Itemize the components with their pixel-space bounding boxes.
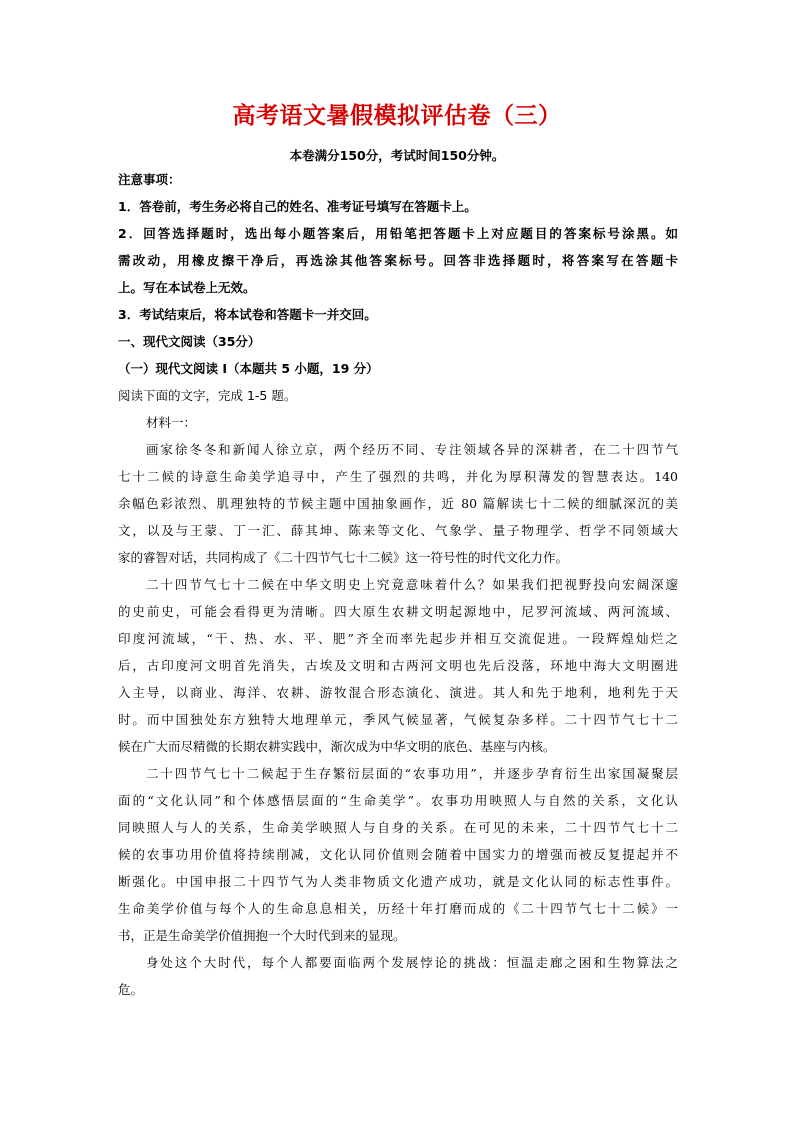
notice-item-3: 3．考试结束后，将本试卷和答题卡一并交回。 [118,307,377,322]
passage-line: 文，以及与王蒙、丁一汇、薛其坤、陈来等文化、气象学、量子物理学、哲学不同领域大 [118,523,678,538]
passage-line: 候在广大而尽精微的长期农耕实践中，渐次成为中华文明的底色、基座与内核。 [118,739,556,754]
passage-line: 生命美学价值与每个人的生命息息相关，历经十年打磨而成的《二十四节气七十二候》一 [118,901,678,916]
passage-line: 画家徐冬冬和新闻人徐立京，两个经历不同、专注领域各异的深耕者，在二十四节气 [146,442,678,457]
passage-line: 身处这个大时代，每个人都要面临两个发展悖论的挑战：恒温走廊之困和生物算法之 [146,955,678,970]
passage-line: 七十二候的诗意生命美学追寻中，产生了强烈的共鸣，并化为厚积薄发的智慧表达。140 [118,469,678,484]
exam-info: 本卷满分150分，考试时间150分钟。 [289,148,505,163]
material-label: 材料一： [146,415,197,430]
section-heading: 一、现代文阅读（35分） [118,334,261,349]
notice-item-2-line-2: 需改动，用橡皮擦干净后，再选涂其他答案标号。回答非选择题时，将答案写在答题卡 [118,253,678,268]
passage-line: 书，正是生命美学价值拥抱一个大时代到来的显现。 [118,928,406,943]
passage-line: 余幅色彩浓烈、肌理独特的节候主题中国抽象画作，近 80 篇解读七十二候的细腻深沉的美 [118,496,678,511]
notice-item-2-line-3: 上。写在本试卷上无效。 [118,280,256,295]
passage-line: 印度河流域，“干、热、水、平、肥”齐全而率先起步并相互交流促进。一段辉煌灿烂之 [118,631,678,646]
passage-line: 后，古印度河文明首先消失，古埃及文明和古两河文明也先后没落，环地中海大文明圈进 [118,658,678,673]
passage-line: 二十四节气七十二候起于生存繁衍层面的“农事功用”，并逐步孕育衍生出家国凝聚层 [146,766,678,781]
notice-heading: 注意事项： [118,172,181,187]
passage-line: 候的农事功用价值将持续削减，文化认同价值则会随着中国实力的增强而被反复提起并不 [118,847,678,862]
passage-line: 二十四节气七十二候在中华文明史上究竟意味着什么？如果我们把视野投向宏阔深邃 [146,577,678,592]
passage-line: 家的睿智对话，共同构成了《二十四节气七十二候》这一符号性的时代文化力作。 [118,550,569,565]
passage-line: 断强化。中国申报二十四节气为人类非物质文化遗产成功，就是文化认同的标志性事件。 [118,874,678,889]
passage-line: 的史前史，可能会看得更为清晰。四大原生农耕文明起源地中，尼罗河流域、两河流域、 [118,604,678,619]
passage-line: 面的“文化认同”和个体感悟层面的“生命美学”。农事功用映照人与自然的关系，文化认 [118,793,678,808]
passage-line: 同映照人与人的关系，生命美学映照人与自身的关系。在可见的未来，二十四节气七十二 [118,820,678,835]
notice-item-1: 1．答卷前，考生务必将自己的姓名、准考证号填写在答题卡上。 [118,199,477,214]
passage-line: 时。而中国独处东方独特大地理单元，季风气候显著，气候复杂多样。二十四节气七十二 [118,712,678,727]
exam-title: 高考语文暑假模拟评估卷（三） [232,103,562,129]
notice-item-2-line-1: 2．回答选择题时，选出每小题答案后，用铅笔把答题卡上对应题目的答案标号涂黑。如 [118,226,678,241]
passage-line: 入主导，以商业、海洋、农耕、游牧混合形态演化、演进。其人和先于地利，地利先于天 [118,685,678,700]
passage-line: 危。 [118,982,144,997]
sub-section-heading: （一）现代文阅读 I（本题共 5 小题，19 分） [118,361,379,376]
reading-instruction: 阅读下面的文字，完成 1-5 题。 [118,388,297,403]
